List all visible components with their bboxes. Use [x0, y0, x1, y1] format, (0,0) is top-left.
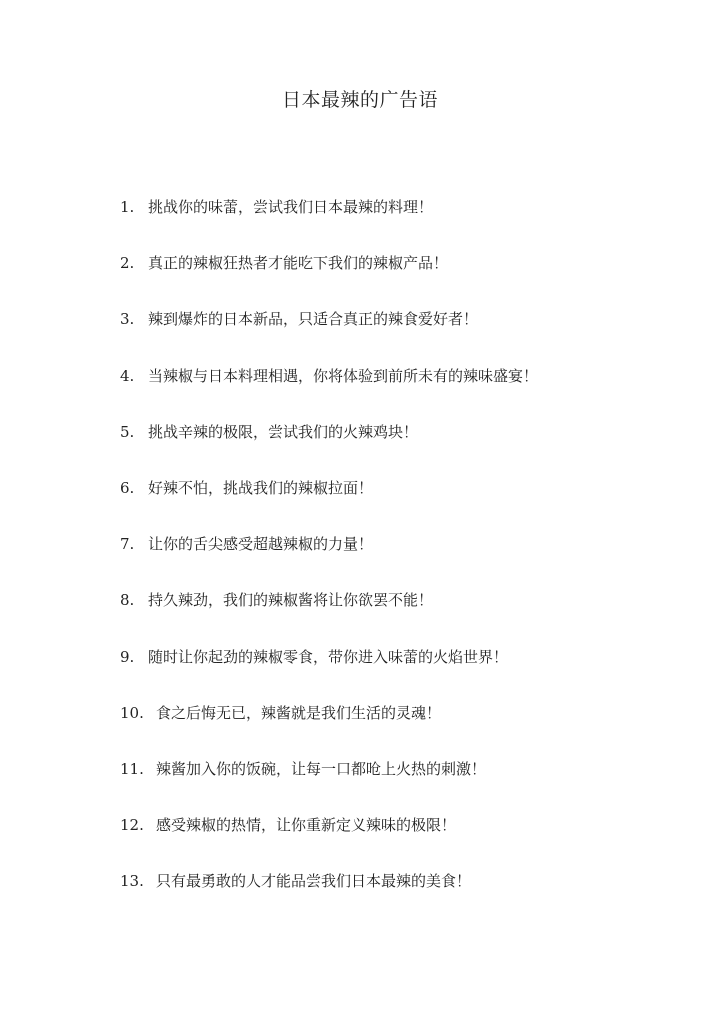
item-text: 挑战辛辣的极限，尝试我们的火辣鸡块！ — [148, 422, 419, 441]
item-text: 好辣不怕，挑战我们的辣椒拉面！ — [148, 478, 374, 497]
list-item — [120, 197, 680, 253]
item-text: 真正的辣椒狂热者才能吃下我们的辣椒产品！ — [148, 254, 449, 273]
item-number: 1. — [120, 198, 135, 216]
list-item — [120, 534, 680, 590]
slogan-list — [120, 197, 680, 927]
item-text: 感受辣椒的热情，让你重新定义辣味的极限！ — [156, 816, 457, 835]
item-number: 2. — [120, 254, 135, 273]
list-item — [120, 759, 680, 815]
list-item — [120, 478, 680, 534]
list-item — [120, 647, 680, 703]
item-number: 8. — [120, 591, 135, 610]
item-number: 5. — [120, 422, 135, 441]
list-item — [120, 703, 680, 759]
item-number: 9. — [120, 647, 135, 666]
item-text: 辣酱加入你的饭碗，让每一口都呛上火热的刺激！ — [156, 759, 487, 778]
item-number: 7. — [120, 535, 135, 554]
item-text: 辣到爆炸的日本新品，只适合真正的辣食爱好者！ — [148, 310, 479, 329]
item-text: 让你的舌尖感受超越辣椒的力量！ — [148, 535, 374, 554]
page-title: 日本最辣的广告语 — [281, 89, 438, 111]
item-number: 3. — [120, 310, 135, 329]
item-text: 当辣椒与日本料理相遇，你将体验到前所未有的辣味盛宴！ — [148, 366, 539, 385]
item-number: 10. — [120, 703, 144, 722]
list-item — [120, 366, 680, 422]
item-text: 食之后悔无已，辣酱就是我们生活的灵魂！ — [156, 703, 442, 722]
list-item — [120, 253, 680, 309]
list-item — [120, 871, 680, 927]
item-number: 6. — [120, 478, 135, 497]
item-text: 只有最勇敢的人才能品尝我们日本最辣的美食！ — [156, 872, 472, 891]
item-text: 挑战你的味蕾，尝试我们日本最辣的料理！ — [148, 198, 434, 216]
list-item — [120, 422, 680, 478]
list-item — [120, 815, 680, 871]
item-number: 4. — [120, 366, 135, 385]
item-number: 13. — [120, 872, 144, 891]
list-item — [120, 309, 680, 365]
item-number: 11. — [120, 759, 144, 778]
item-text: 持久辣劲，我们的辣椒酱将让你欲罢不能！ — [148, 591, 434, 610]
list-item — [120, 590, 680, 646]
item-text: 随时让你起劲的辣椒零食，带你进入味蕾的火焰世界！ — [148, 647, 509, 666]
item-number: 12. — [120, 816, 144, 835]
